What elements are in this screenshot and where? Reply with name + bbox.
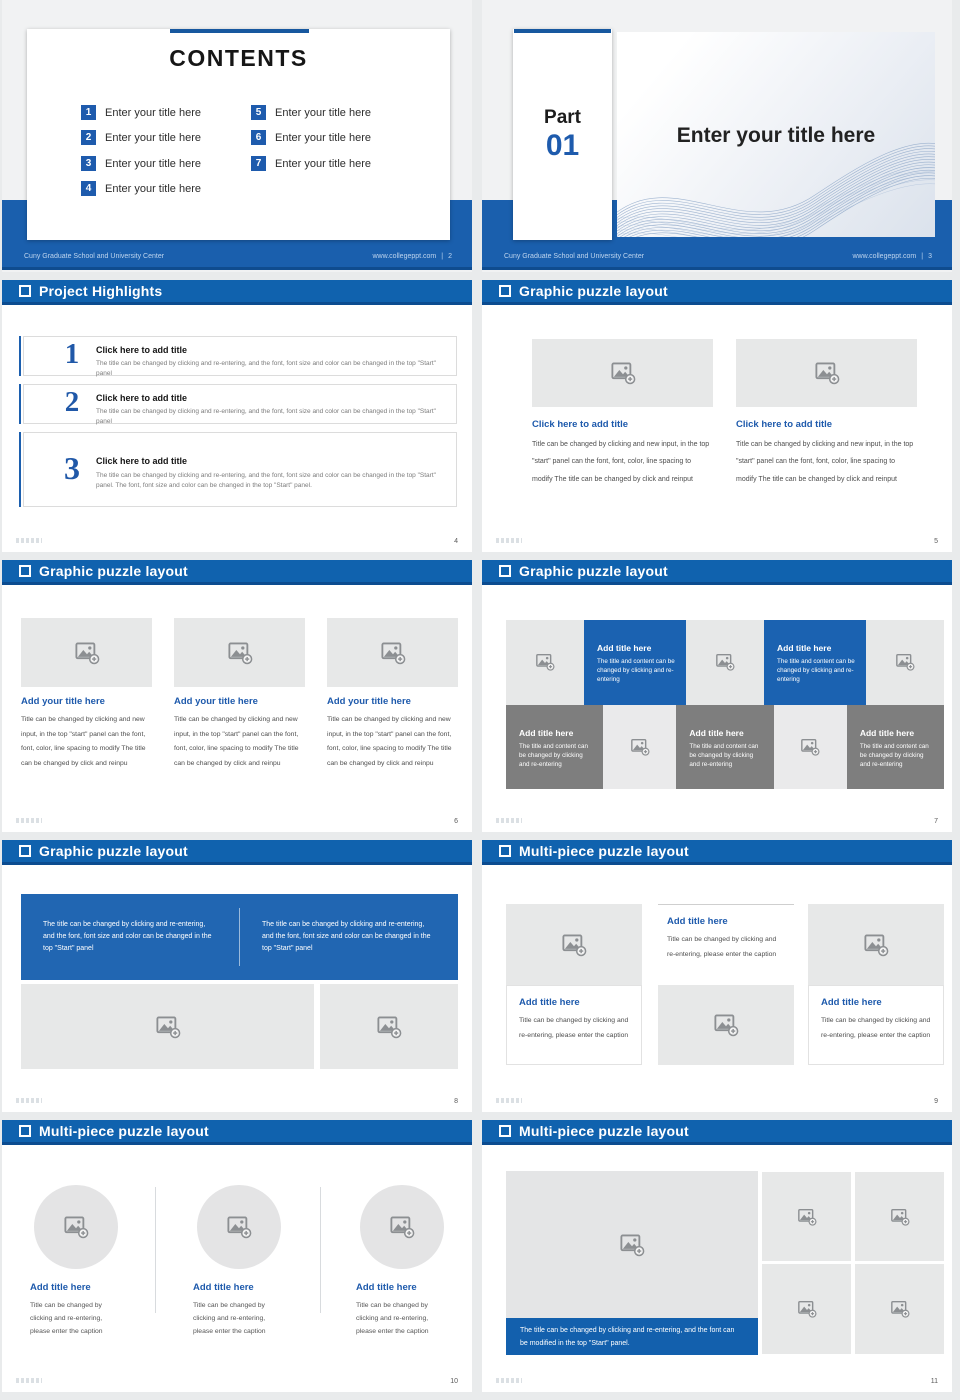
toc-item[interactable] (81, 156, 201, 171)
column-title[interactable]: Add your title here (21, 696, 105, 707)
caption-box[interactable] (658, 904, 794, 985)
add-image-icon (226, 1214, 252, 1240)
image-placeholder[interactable] (774, 705, 847, 790)
page-number: 2 (448, 253, 452, 260)
add-image-icon (863, 932, 889, 958)
highlight-title[interactable]: Click here to add title (96, 393, 188, 403)
square-bullet-icon (19, 565, 31, 577)
toc-label: Enter your title here (105, 131, 201, 144)
column-title[interactable]: Click here to add title (532, 419, 629, 430)
image-placeholder[interactable] (686, 620, 764, 705)
image-placeholder[interactable] (762, 1172, 851, 1261)
square-bullet-icon (499, 285, 511, 297)
tile-body: The title and content can be changed by clicking and re-entering (597, 658, 675, 683)
caption-body: Title can be changed by clicking and re-entering, please enter the caption (519, 1017, 629, 1039)
watermark (16, 1098, 42, 1103)
accent-bar (514, 29, 611, 33)
add-image-icon (389, 1214, 415, 1240)
toc-number: 6 (251, 130, 266, 145)
text-tile[interactable] (676, 705, 773, 790)
caption-box[interactable] (808, 985, 944, 1065)
contents-title: CONTENTS (169, 45, 308, 71)
image-placeholder[interactable] (21, 618, 152, 687)
slide-header-bar (482, 1120, 952, 1145)
tile-title: Add title here (689, 727, 744, 738)
add-image-icon (797, 1207, 817, 1227)
slide-header-bar (482, 560, 952, 585)
column-body: Title can be changed by clicking and new input, in the top "start" panel can the font, font, color, line spacing to modify The title can be changed by click and reinpu (21, 716, 146, 767)
add-image-icon (74, 640, 100, 666)
image-placeholder[interactable] (603, 705, 676, 790)
column-title[interactable]: Add your title here (174, 696, 258, 707)
toc-label: Enter your title here (275, 106, 371, 119)
tile-body: The title and content can be changed by clicking and re-entering (689, 742, 759, 768)
slide-header-title: Multi-piece puzzle layout (519, 843, 689, 859)
footer-brand: Cuny Graduate School and University Center (24, 253, 165, 260)
tile-title: Add title here (859, 727, 915, 738)
text-tile[interactable] (584, 620, 686, 705)
caption-body: Title can be changed by clicking and re-entering, please enter the caption (193, 1302, 266, 1336)
footer-separator: | (921, 253, 924, 260)
caption-body: Title can be changed by clicking and re-entering, please enter the caption (667, 936, 777, 958)
add-image-icon (895, 652, 915, 672)
page-number: 9 (934, 1098, 938, 1105)
slide-project-highlights (2, 280, 472, 552)
add-image-icon (610, 360, 636, 386)
image-placeholder[interactable] (736, 339, 917, 407)
page-number: 11 (930, 1378, 938, 1385)
part-label: Part (544, 107, 581, 128)
add-image-icon (800, 737, 820, 757)
section-title: Enter your title here (676, 124, 876, 147)
page-number: 5 (934, 538, 938, 545)
footer-site: www.collegeppt.com (852, 253, 917, 260)
add-image-icon (890, 1207, 910, 1227)
caption-box[interactable] (506, 985, 642, 1065)
square-bullet-icon (19, 845, 31, 857)
toc-number: 2 (81, 130, 96, 145)
page-number: 10 (450, 1378, 458, 1385)
toc-item[interactable] (251, 130, 371, 145)
column-body: Title can be changed by clicking and new input, in the top "start" panel can the font, font, color, line spacing to modify The title can be changed by click and reinpu (174, 716, 299, 767)
highlight-title[interactable]: Click here to add title (96, 345, 188, 355)
tile-title: Add title here (597, 643, 652, 653)
slide-part-01 (482, 0, 952, 272)
slide-header-title: Graphic puzzle layout (39, 563, 188, 579)
image-placeholder[interactable] (506, 904, 642, 985)
part-card (513, 29, 612, 240)
column-body: Title can be changed by clicking and new input, in the top "start" panel can the font, font, color, line spacing to modify The title can be changed by click and reinput (532, 441, 710, 483)
image-placeholder[interactable] (174, 618, 305, 687)
divider (155, 1187, 156, 1313)
caption-title: Add title here (667, 916, 728, 927)
slide-header-bar (482, 280, 952, 305)
toc-item[interactable] (251, 105, 371, 120)
caption-body: Title can be changed by clicking and re-entering, please enter the caption (356, 1302, 429, 1336)
page-number: 8 (454, 1098, 458, 1105)
page-number: 7 (934, 818, 938, 825)
tile-body: The title and content can be changed by clicking and re-entering (519, 742, 588, 768)
slide-header-bar (2, 1120, 472, 1145)
footer-separator: | (441, 253, 444, 260)
accent-bar (170, 29, 309, 33)
highlight-row (19, 432, 457, 507)
column-body: Title can be changed by clicking and new input, in the top "start" panel can the font, font, color, line spacing to modify The title can be changed by click and reinput (736, 441, 914, 483)
toc-item[interactable] (251, 156, 371, 171)
watermark (16, 1378, 42, 1383)
watermark (496, 1098, 522, 1103)
divider (320, 1187, 321, 1313)
slide-header-title: Multi-piece puzzle layout (519, 1123, 689, 1139)
highlight-body: The title can be changed by clicking and re-entering, and the font, font size and color can be changed in the top "Start" panel (96, 360, 436, 377)
toc-number: 1 (81, 105, 96, 120)
square-bullet-icon (499, 845, 511, 857)
watermark (496, 818, 522, 823)
add-image-icon (797, 1299, 817, 1319)
text-tile[interactable] (764, 620, 866, 705)
add-image-icon (535, 652, 555, 672)
toc-number: 5 (251, 105, 266, 120)
slide-header-bar (2, 280, 472, 305)
square-bullet-icon (19, 1125, 31, 1137)
toc-label: Enter your title here (105, 106, 201, 119)
image-placeholder[interactable] (327, 618, 458, 687)
column-body: Title can be changed by clicking and new input, in the top "start" panel can the font, font, color, line spacing to modify The title can be changed by click and reinpu (327, 716, 452, 767)
tile-title: Add title here (519, 727, 574, 738)
slide-header-title: Graphic puzzle layout (39, 843, 188, 859)
add-image-icon (376, 1014, 402, 1040)
slide-header-title: Graphic puzzle layout (519, 563, 668, 579)
caption-title[interactable]: Add title here (356, 1282, 417, 1293)
image-placeholder[interactable] (808, 904, 944, 985)
image-placeholder[interactable] (21, 984, 314, 1069)
caption-title: Add title here (821, 997, 882, 1008)
image-placeholder[interactable] (506, 620, 584, 705)
puzzle-grid (506, 620, 944, 789)
highlight-number: 1 (64, 338, 80, 371)
column-title[interactable]: Add your title here (327, 696, 411, 707)
caption-body: Title can be changed by clicking and re-entering, please enter the caption (821, 1017, 931, 1039)
box-text[interactable]: The title can be changed by clicking and re-entering, and the font, font size and color can be changed in the top "Start" panel (262, 920, 431, 953)
slide-graphic-puzzle-bluebox (2, 840, 472, 1112)
highlight-row (19, 384, 457, 424)
slide-contents (2, 0, 472, 272)
toc-label: Enter your title here (105, 182, 201, 195)
add-image-icon (890, 1299, 910, 1319)
slide-header-title: Multi-piece puzzle layout (39, 1123, 209, 1139)
image-placeholder[interactable] (855, 1172, 944, 1261)
blue-text-box (21, 894, 458, 980)
part-number: 01 (545, 129, 580, 162)
add-image-icon (630, 737, 650, 757)
slide-header-bar (2, 840, 472, 865)
add-image-icon (619, 1232, 645, 1258)
toc-item[interactable] (81, 105, 201, 120)
square-bullet-icon (499, 565, 511, 577)
column-title[interactable]: Click here to add title (736, 419, 833, 430)
toc-number: 4 (81, 181, 96, 196)
image-placeholder[interactable] (320, 984, 458, 1069)
add-image-icon (561, 932, 587, 958)
toc-number: 7 (251, 156, 266, 171)
section-title-panel (617, 32, 935, 237)
highlight-row (19, 336, 457, 376)
add-image-icon (814, 360, 840, 386)
add-image-icon (63, 1214, 89, 1240)
image-placeholder[interactable] (866, 620, 944, 705)
slide-header-title: Project Highlights (39, 283, 163, 299)
tile-body: The title and content can be changed by clicking and re-entering (859, 742, 929, 768)
slide-multipiece-circles (2, 1120, 472, 1392)
toc-item[interactable] (81, 130, 201, 145)
caption-body: Title can be changed by clicking and re-entering, please enter the caption (30, 1302, 103, 1336)
image-placeholder-circle[interactable] (197, 1185, 281, 1269)
square-bullet-icon (19, 285, 31, 297)
image-placeholder[interactable] (658, 985, 794, 1065)
watermark (496, 1378, 522, 1383)
add-image-icon (713, 1012, 739, 1038)
tile-title: Add title here (777, 643, 832, 653)
highlight-body: The title can be changed by clicking and re-entering, and the font, font size and color can be changed in the top "Start" panel. The font, font size and color can be changed in the top "Start" panel. (96, 472, 436, 489)
image-placeholder[interactable] (506, 1171, 758, 1318)
text-tile[interactable] (847, 705, 944, 790)
slide-graphic-puzzle-2col (482, 280, 952, 552)
highlight-number: 2 (64, 386, 80, 419)
add-image-icon (227, 640, 253, 666)
watermark (16, 538, 42, 543)
highlight-body: The title can be changed by clicking and re-entering, and the font, font size and color can be changed in the top "Start" panel (96, 408, 436, 425)
slide-multipiece-3col (482, 840, 952, 1112)
slide-multipiece-bigimage (482, 1120, 952, 1392)
page-number: 3 (928, 253, 932, 260)
toc-number: 3 (81, 156, 96, 171)
footer-site: www.collegeppt.com (372, 253, 437, 260)
caption-bar[interactable]: The title can be changed by clicking and re-entering, and the font can be modified in the top "Start" panel. (506, 1318, 758, 1355)
toc-item[interactable] (81, 181, 201, 196)
page-number: 4 (454, 538, 458, 545)
toc-label: Enter your title here (275, 157, 371, 170)
image-placeholder[interactable] (855, 1264, 944, 1354)
caption-title[interactable]: Add title here (30, 1282, 91, 1293)
footer-brand: Cuny Graduate School and University Center (504, 253, 645, 260)
page-number: 6 (454, 818, 458, 825)
slide-graphic-puzzle-grid (482, 560, 952, 832)
toc-label: Enter your title here (275, 131, 371, 144)
watermark (496, 538, 522, 543)
caption-title[interactable]: Add title here (193, 1282, 254, 1293)
image-placeholder-circle[interactable] (360, 1185, 444, 1269)
image-placeholder[interactable] (532, 339, 713, 407)
highlight-title[interactable]: Click here to add title (96, 456, 188, 466)
toc-label: Enter your title here (105, 157, 201, 170)
image-placeholder-circle[interactable] (34, 1185, 118, 1269)
box-text[interactable]: The title can be changed by clicking and re-entering, and the font, font size and color can be changed in the top "Start" panel (43, 920, 212, 953)
slide-header-bar (482, 840, 952, 865)
slide-graphic-puzzle-3col (2, 560, 472, 832)
tile-body: The title and content can be changed by clicking and re-entering (777, 658, 855, 683)
text-tile[interactable] (506, 705, 603, 790)
watermark (16, 818, 42, 823)
contents-card (27, 29, 450, 240)
highlight-number: 3 (64, 449, 80, 486)
caption-title: Add title here (519, 997, 580, 1008)
slide-header-title: Graphic puzzle layout (519, 283, 668, 299)
add-image-icon (155, 1014, 181, 1040)
add-image-icon (380, 640, 406, 666)
slide-header-bar (2, 560, 472, 585)
add-image-icon (715, 652, 735, 672)
square-bullet-icon (499, 1125, 511, 1137)
image-placeholder[interactable] (762, 1264, 851, 1354)
